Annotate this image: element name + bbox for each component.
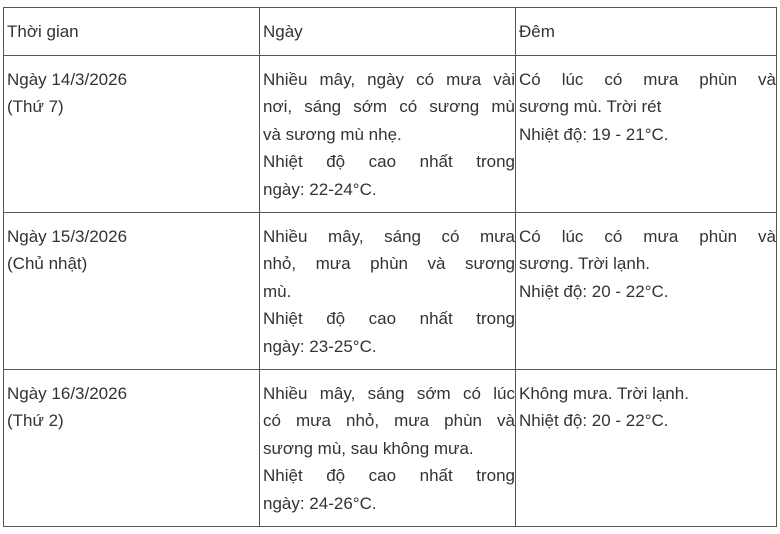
weekday-text: (Thứ 7) xyxy=(7,97,64,117)
day-forecast-line: nhỏ, mưa phùn và sương xyxy=(263,254,515,274)
date-cell xyxy=(4,56,260,213)
night-forecast-line: Có lúc có mưa phùn và xyxy=(519,70,776,89)
date-cell xyxy=(4,213,260,370)
header-row xyxy=(4,8,777,56)
day-forecast-line: sương mù, sau không mưa. xyxy=(263,438,474,458)
header-time xyxy=(4,8,260,56)
day-forecast-line: Nhiệt độ cao nhất trong xyxy=(263,309,515,329)
header-time-label: Thời gian xyxy=(7,22,79,41)
weekday-text: (Chủ nhật) xyxy=(7,254,88,274)
night-forecast-cell xyxy=(516,370,777,527)
table-row xyxy=(4,213,777,370)
day-forecast-cell xyxy=(260,56,516,213)
day-forecast-line: Nhiệt độ cao nhất trong xyxy=(263,466,515,486)
night-forecast-line: Có lúc có mưa phùn và xyxy=(519,227,776,246)
header-night xyxy=(516,8,777,56)
day-forecast-line: Nhiều mây, ngày có mưa vài xyxy=(263,70,515,89)
night-forecast-cell xyxy=(516,213,777,370)
day-forecast-line: ngày: 22-24°C. xyxy=(263,179,377,199)
day-forecast-line: Nhiệt độ cao nhất trong xyxy=(263,152,515,172)
night-forecast-line: Nhiệt độ: 19 - 21°C. xyxy=(519,124,669,144)
day-forecast-line: ngày: 23-25°C. xyxy=(263,336,377,356)
day-forecast-line: có mưa nhỏ, mưa phùn và xyxy=(263,411,515,431)
weather-forecast-table xyxy=(3,7,777,527)
day-forecast-cell xyxy=(260,213,516,370)
day-forecast-line: Nhiều mây, sáng có mưa xyxy=(263,227,515,246)
night-forecast-line: Nhiệt độ: 20 - 22°C. xyxy=(519,281,669,301)
night-forecast-line: sương mù. Trời rét xyxy=(519,97,662,117)
night-forecast-cell xyxy=(516,56,777,213)
date-text: Ngày 15/3/2026 xyxy=(7,227,128,246)
table-row xyxy=(4,56,777,213)
day-forecast-line: nơi, sáng sớm có sương mù xyxy=(263,97,515,117)
date-text: Ngày 16/3/2026 xyxy=(7,384,128,403)
day-forecast-cell xyxy=(260,370,516,527)
weekday-text: (Thứ 2) xyxy=(7,411,64,431)
header-day-label: Ngày xyxy=(263,22,303,41)
day-forecast-line: mù. xyxy=(263,281,292,301)
date-cell xyxy=(4,370,260,527)
night-forecast-line: Nhiệt độ: 20 - 22°C. xyxy=(519,411,669,431)
table-row xyxy=(4,370,777,527)
day-forecast-line: Nhiều mây, sáng sớm có lúc xyxy=(263,384,515,403)
day-forecast-line: ngày: 24-26°C. xyxy=(263,493,377,513)
night-forecast-line: sương. Trời lạnh. xyxy=(519,254,651,274)
header-day xyxy=(260,8,516,56)
date-text: Ngày 14/3/2026 xyxy=(7,70,128,89)
day-forecast-line: và sương mù nhẹ. xyxy=(263,124,402,144)
header-night-label: Đêm xyxy=(519,22,555,41)
night-forecast-line: Không mưa. Trời lạnh. xyxy=(519,384,689,403)
